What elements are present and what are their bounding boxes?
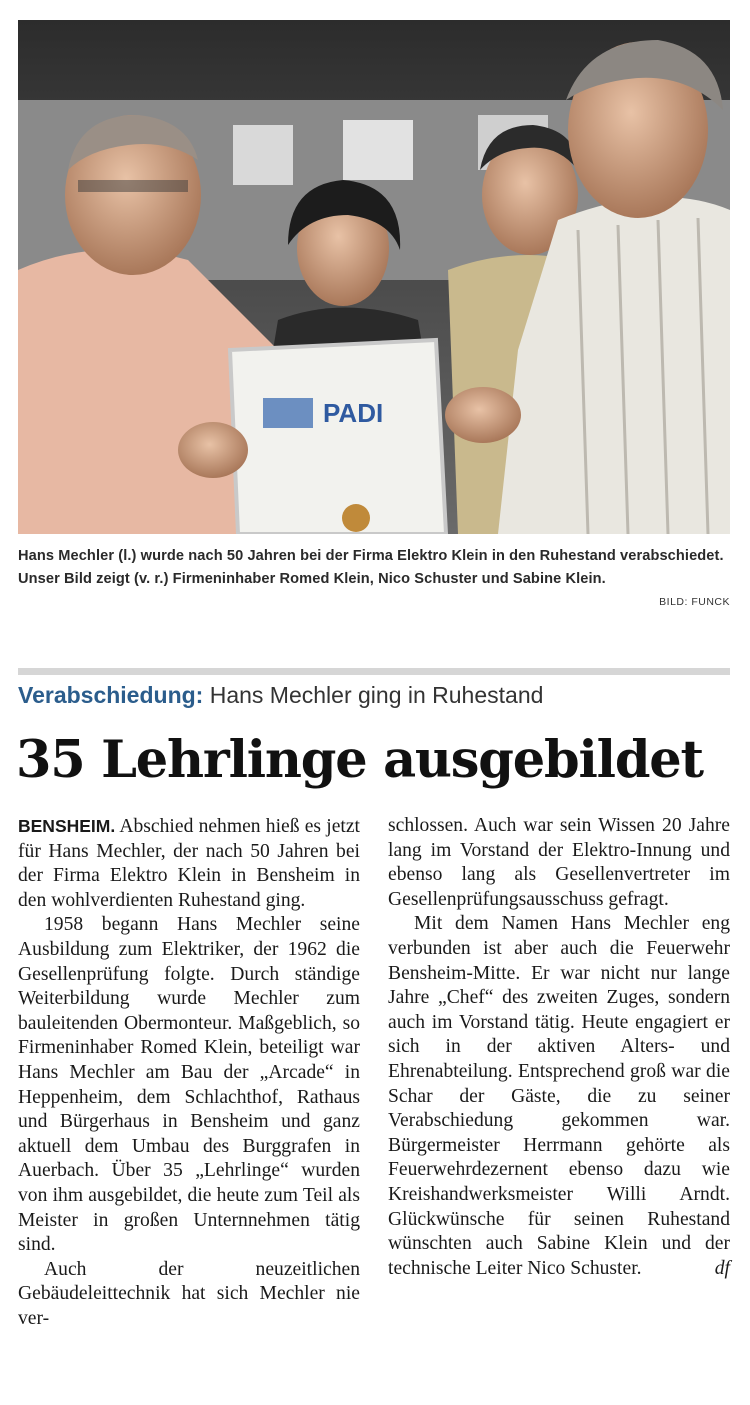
dateline: BENSHEIM. (18, 816, 116, 836)
photo-caption: Hans Mechler (l.) wurde nach 50 Jahren bei der Firma Elektro Klein in den Ruhestand verabschiedet. Unser Bild zeigt (v. r.) Firmeninhaber Romed Klein, Nico Schuster und Sabine Klein. (18, 548, 724, 587)
headline: 35 Lehrlinge ausgebildet (16, 730, 703, 790)
paragraph-2: 1958 begann Hans Mechler seine Ausbildung zum Elektriker, der 1962 die Gesellenprüfung folgte. Durch ständige Weiterbildung wurde Mechler zum bauleitenden Obermonteur. Maßgeblich, so Firmeninhaber Romed Klein, beteiligt war Hans Mechler am Bau der „Arcade“ in Heppenheim, dem Schlachthof, Rathaus und Bürgerhaus in Bensheim und ganz aktuell dem Umbau des Burggrafen in Auerbach. Über 35 „Lehrlinge“ wurden von ihm ausgebildet, die heute zum Teil als Meister in großen Unternnehmen tätig sind. (18, 914, 360, 1256)
paragraph-4 (388, 912, 730, 1281)
kicker-label: Verabschiedung: (18, 682, 204, 708)
photo-credit: BILD: FUNCK (659, 596, 730, 608)
certificate-logo: PADI (323, 398, 384, 428)
paragraph-3-part-2: schlossen. Auch war sein Wissen 20 Jahre lang im Vorstand der Elektro-Innung und ebenso lang als Gesellenvertreter im Gesellenprüfungsausschuss gefragt. (388, 815, 730, 910)
section-divider (18, 668, 730, 675)
paragraph-1 (18, 814, 360, 913)
kicker-text: Hans Mechler ging in Ruhestand (209, 682, 544, 708)
photo-image (18, 20, 730, 534)
paragraph-4-text: Mit dem Namen Hans Mechler eng verbunden ist aber auch die Feuerwehr Bensheim-Mitte. Er war nicht nur lange Jahre „Chef“ des zweiten Zuges, sondern auch im Vorstand tätig. Heute engagiert er sich in der aktiven Alters- und Ehrenabteilung. Entsprechend groß war die Schar der Gäste, die zu seiner Verabschiedung gekommen war. Bürgermeister Herrmann gehörte als Feuerwehrdezernent ebenso dazu wie Kreishandwerksmeister Willi Arndt. Glückwünsche für seinen Ruhestand wünschten auch Sabine Klein und der technische Leiter Nico Schuster. (388, 913, 730, 1279)
author-signoff: df (714, 1257, 730, 1279)
article-photo (18, 20, 730, 534)
paragraph-3-part-1: Auch der neuzeitlichen Gebäudeleittechnik hat sich Mechler nie ver- (18, 1258, 360, 1329)
kicker (18, 682, 543, 709)
paragraph-1-text: Abschied nehmen hieß es jetzt für Hans Mechler, der nach 50 Jahren bei der Firma Elektro Klein in Bensheim in den wohlverdienten Ruhestand ging. (18, 816, 360, 911)
article-column-right (388, 814, 730, 1281)
article-column-left (18, 814, 360, 1331)
